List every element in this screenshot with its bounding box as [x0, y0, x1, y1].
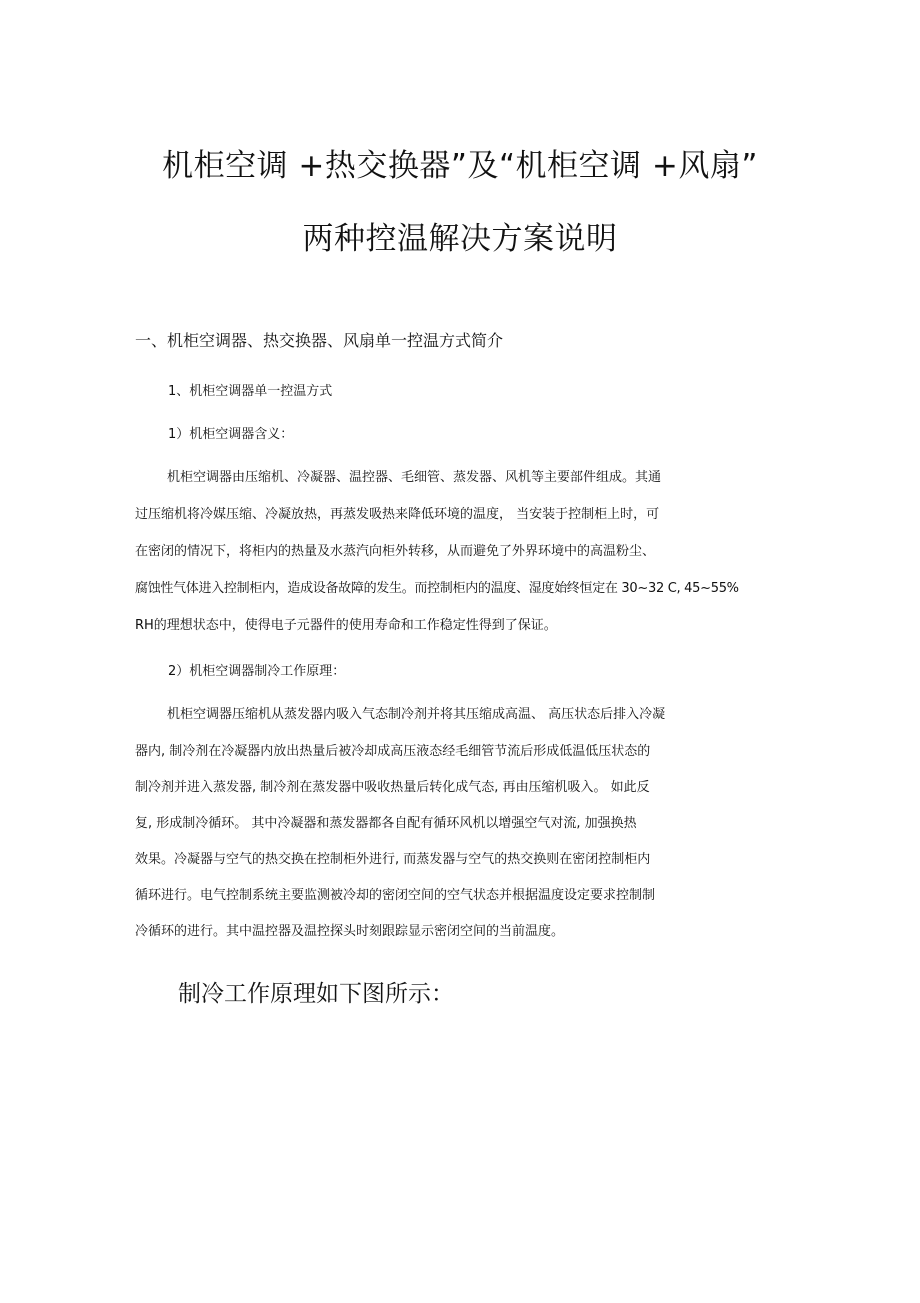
figure-caption: 制冷工作原理如下图所示：	[178, 981, 454, 1007]
paragraph-line: 效果。冷凝器与空气的热交换在控制柜外进行, 而蒸发器与空气的热交换则在密闭控制柜内	[135, 852, 651, 867]
document-title-line-2: 两种控温解决方案说明	[302, 221, 618, 257]
paragraph-line: RH的理想状态中，使得电子元器件的使用寿命和工作稳定性得到了保证。	[135, 618, 557, 633]
paragraph-line: 机柜空调器由压缩机、冷凝器、温控器、毛细管、蒸发器、风机等主要部件组成。其通	[167, 470, 662, 485]
paragraph-line: 在密闭的情况下，将柜内的热量及水蒸汽向柜外转移，从而避免了外界环境中的高温粉尘、	[135, 544, 656, 559]
item-heading-definition: 1）机柜空调器含义：	[168, 427, 294, 442]
paragraph-line: 器内, 制冷剂在冷凝器内放出热量后被冷却成高压液态经毛细管节流后形成低温低压状态的	[135, 744, 651, 759]
paragraph-line: 制冷剂并进入蒸发器, 制冷剂在蒸发器中吸收热量后转化成气态, 再由压缩机吸入。 如此反	[135, 780, 650, 795]
subsection-heading: 1、机柜空调器单一控温方式	[168, 384, 333, 399]
paragraph-line: 腐蚀性气体进入控制柜内，造成设备故障的发生。而控制柜内的温度、湿度始终恒定在 30~32 C, 45~55%	[135, 581, 739, 596]
paragraph-line: 循环进行。电气控制系统主要监测被冷却的密闭空间的空气状态并根据温度设定要求控制制	[135, 888, 656, 903]
paragraph-line: 冷循环的进行。其中温控器及温控探头时刻跟踪显示密闭空间的当前温度。	[135, 924, 565, 939]
paragraph-line: 过压缩机将冷媒压缩、冷凝放热，再蒸发吸热来降低环境的温度， 当安装于控制柜上时，可	[135, 507, 660, 522]
paragraph-line: 机柜空调器压缩机从蒸发器内吸入气态制冷剂并将其压缩成高温、 高压状态后排入冷凝	[167, 707, 666, 722]
item-heading-principle: 2）机柜空调器制冷工作原理：	[168, 664, 346, 679]
section-heading: 一、机柜空调器、热交换器、风扇单一控温方式简介	[135, 331, 504, 350]
document-title-line-1: 机柜空调 +热交换器”及“机柜空调 +风扇”	[162, 148, 758, 184]
paragraph-line: 复, 形成制冷循环。 其中冷凝器和蒸发器都各自配有循环风机以增强空气对流, 加强换热	[135, 816, 637, 831]
